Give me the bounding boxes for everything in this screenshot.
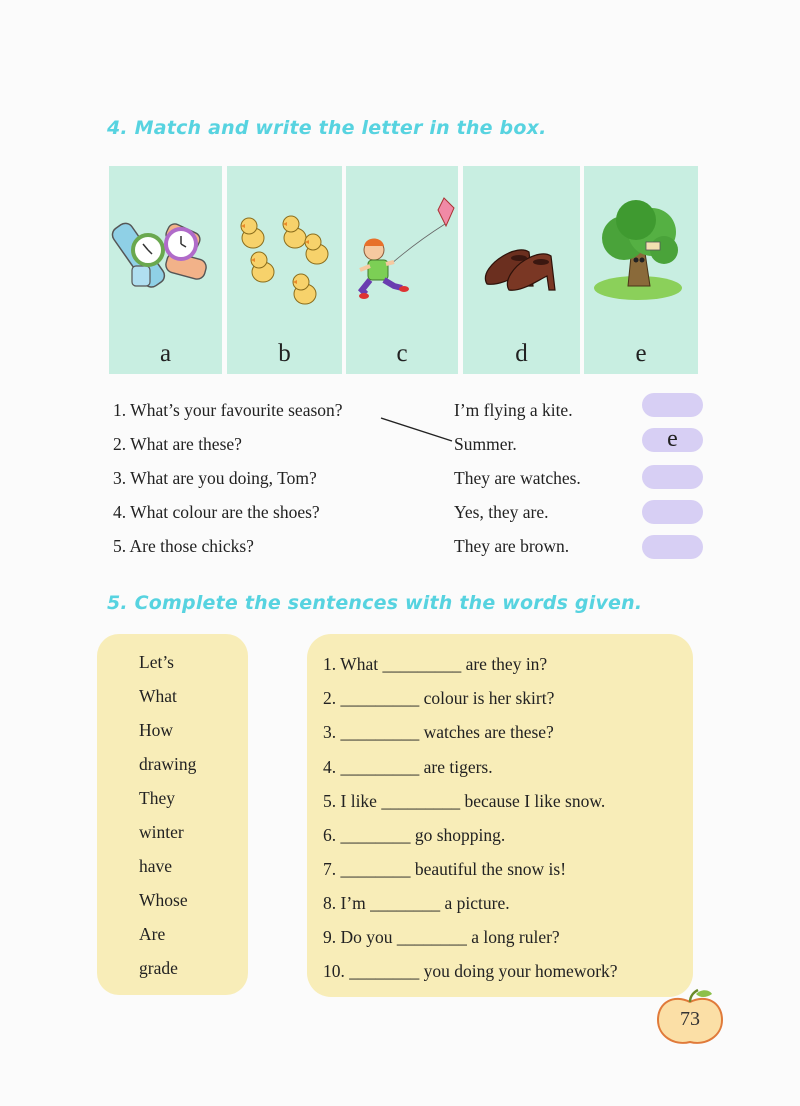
- question-3: 3. What are you doing, Tom?: [113, 468, 317, 488]
- word-bank-item: grade: [139, 958, 178, 978]
- answer-box-1[interactable]: [642, 393, 703, 417]
- sentence-7: 7. ________ beautiful the snow is!: [323, 859, 567, 879]
- section-5-heading: 5. Complete the sentences with the words given.: [107, 592, 643, 614]
- question-1: 1. What’s your favourite season?: [113, 400, 343, 420]
- section-4-heading: 4. Match and write the letter in the box.: [107, 117, 547, 139]
- answer-3: They are watches.: [454, 468, 581, 488]
- sentence-1: 1. What _________ are they in?: [323, 654, 548, 674]
- word-bank-item: have: [139, 856, 173, 876]
- answer-box-4[interactable]: [642, 500, 703, 524]
- sentence-6: 6. ________ go shopping.: [323, 825, 506, 845]
- picture-letter: d: [515, 340, 528, 367]
- sentence-10: 10. ________ you doing your homework?: [323, 961, 618, 981]
- question-5: 5. Are those chicks?: [113, 536, 254, 556]
- picture-letter: a: [159, 340, 172, 367]
- word-bank-item: winter: [139, 822, 184, 842]
- answer-box-5[interactable]: [642, 535, 703, 559]
- answer-box-letter: e: [667, 426, 678, 452]
- sentence-5: 5. I like _________ because I like snow.: [323, 791, 606, 811]
- page-number: 73: [680, 1008, 700, 1030]
- picture-letter: b: [278, 340, 291, 367]
- sentence-4: 4. _________ are tigers.: [323, 757, 493, 777]
- question-4: 4. What colour are the shoes?: [113, 502, 320, 522]
- word-bank-item: Whose: [139, 890, 188, 910]
- word-bank-item: How: [139, 720, 174, 740]
- sentence-9: 9. Do you ________ a long ruler?: [323, 927, 560, 947]
- answer-5: They are brown.: [454, 536, 570, 556]
- sentence-3: 3. _________ watches are these?: [323, 722, 554, 742]
- word-bank-item: Let’s: [139, 652, 174, 672]
- answer-2: Summer.: [454, 434, 517, 454]
- word-bank-item: What: [139, 686, 177, 706]
- sentence-2: 2. _________ colour is her skirt?: [323, 688, 555, 708]
- picture-letter: c: [396, 340, 408, 367]
- question-2: 2. What are these?: [113, 434, 242, 454]
- picture-letter: e: [635, 340, 647, 367]
- word-bank-item: drawing: [139, 754, 197, 774]
- sentence-8: 8. I’m ________ a picture.: [323, 893, 510, 913]
- word-bank-item: They: [139, 788, 175, 808]
- answer-4: Yes, they are.: [454, 502, 549, 522]
- answer-box-3[interactable]: [642, 465, 703, 489]
- answer-box-2[interactable]: [642, 428, 703, 452]
- word-bank-item: Are: [139, 924, 166, 944]
- answer-1: I’m flying a kite.: [454, 400, 573, 420]
